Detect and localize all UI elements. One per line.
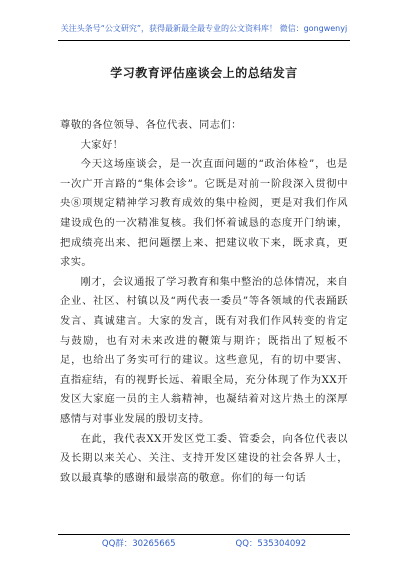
paragraph-1: 今天这场座谈会，是一次直面问题的“政治体检”，也是一次广开言路的“集体会诊”。它既是对前一阶段深入贯彻中央⑧项规定精神学习教育成效的集中检阅，更是对我们作风建设成色的一次精准复核。我们怀着诚恳的态度开门纳谏，把成绩亮出来、把问题摆上来、把建议收下来，既求真，更求实。 <box>60 158 348 269</box>
footer-divider <box>58 534 350 535</box>
header-promo-text: 关注头条号“公文研究”，获得最新最全最专业的公文资料库！ 微信：gongwenyj <box>60 24 348 33</box>
header-divider <box>58 40 350 41</box>
footer-qq-group: QQ群：30265665 <box>101 539 176 549</box>
paragraph-3: 在此，我代表XX开发区党工委、管委会，向各位代表以及长期以来关心、关注、支持开发区建设的社会各界人士，致以最真挚的感谢和最崇高的敬意。你们的每一句话 <box>60 432 348 484</box>
salutation: 尊敬的各位领导、各位代表、同志们： <box>60 119 242 131</box>
footer <box>0 538 408 550</box>
footer-qq-number: QQ：535304092 <box>235 539 307 549</box>
paragraph-2: 刚才，会议通报了学习教育和集中整治的总体情况，来自企业、社区、村镇以及“两代表一委员”等各领域的代表踊跃发言、真诚建言。大家的发言，既有对我们作风转变的肯定与鼓励，也有对未来改进的鞭策与期许；既指出了短板不足，也给出了务实可行的建议。这些意见，有的切中要害、直指症结，有的视野长远、着眼全局，充分体现了作为XX开发区大家庭一员的主人翁精神，也凝结着对这片热土的深厚感情与对事业发展的殷切支持。 <box>60 275 349 425</box>
document-title: 学习教育评估座谈会上的总结发言 <box>110 66 298 80</box>
greeting: 大家好！ <box>80 138 124 151</box>
document-body <box>60 116 348 488</box>
